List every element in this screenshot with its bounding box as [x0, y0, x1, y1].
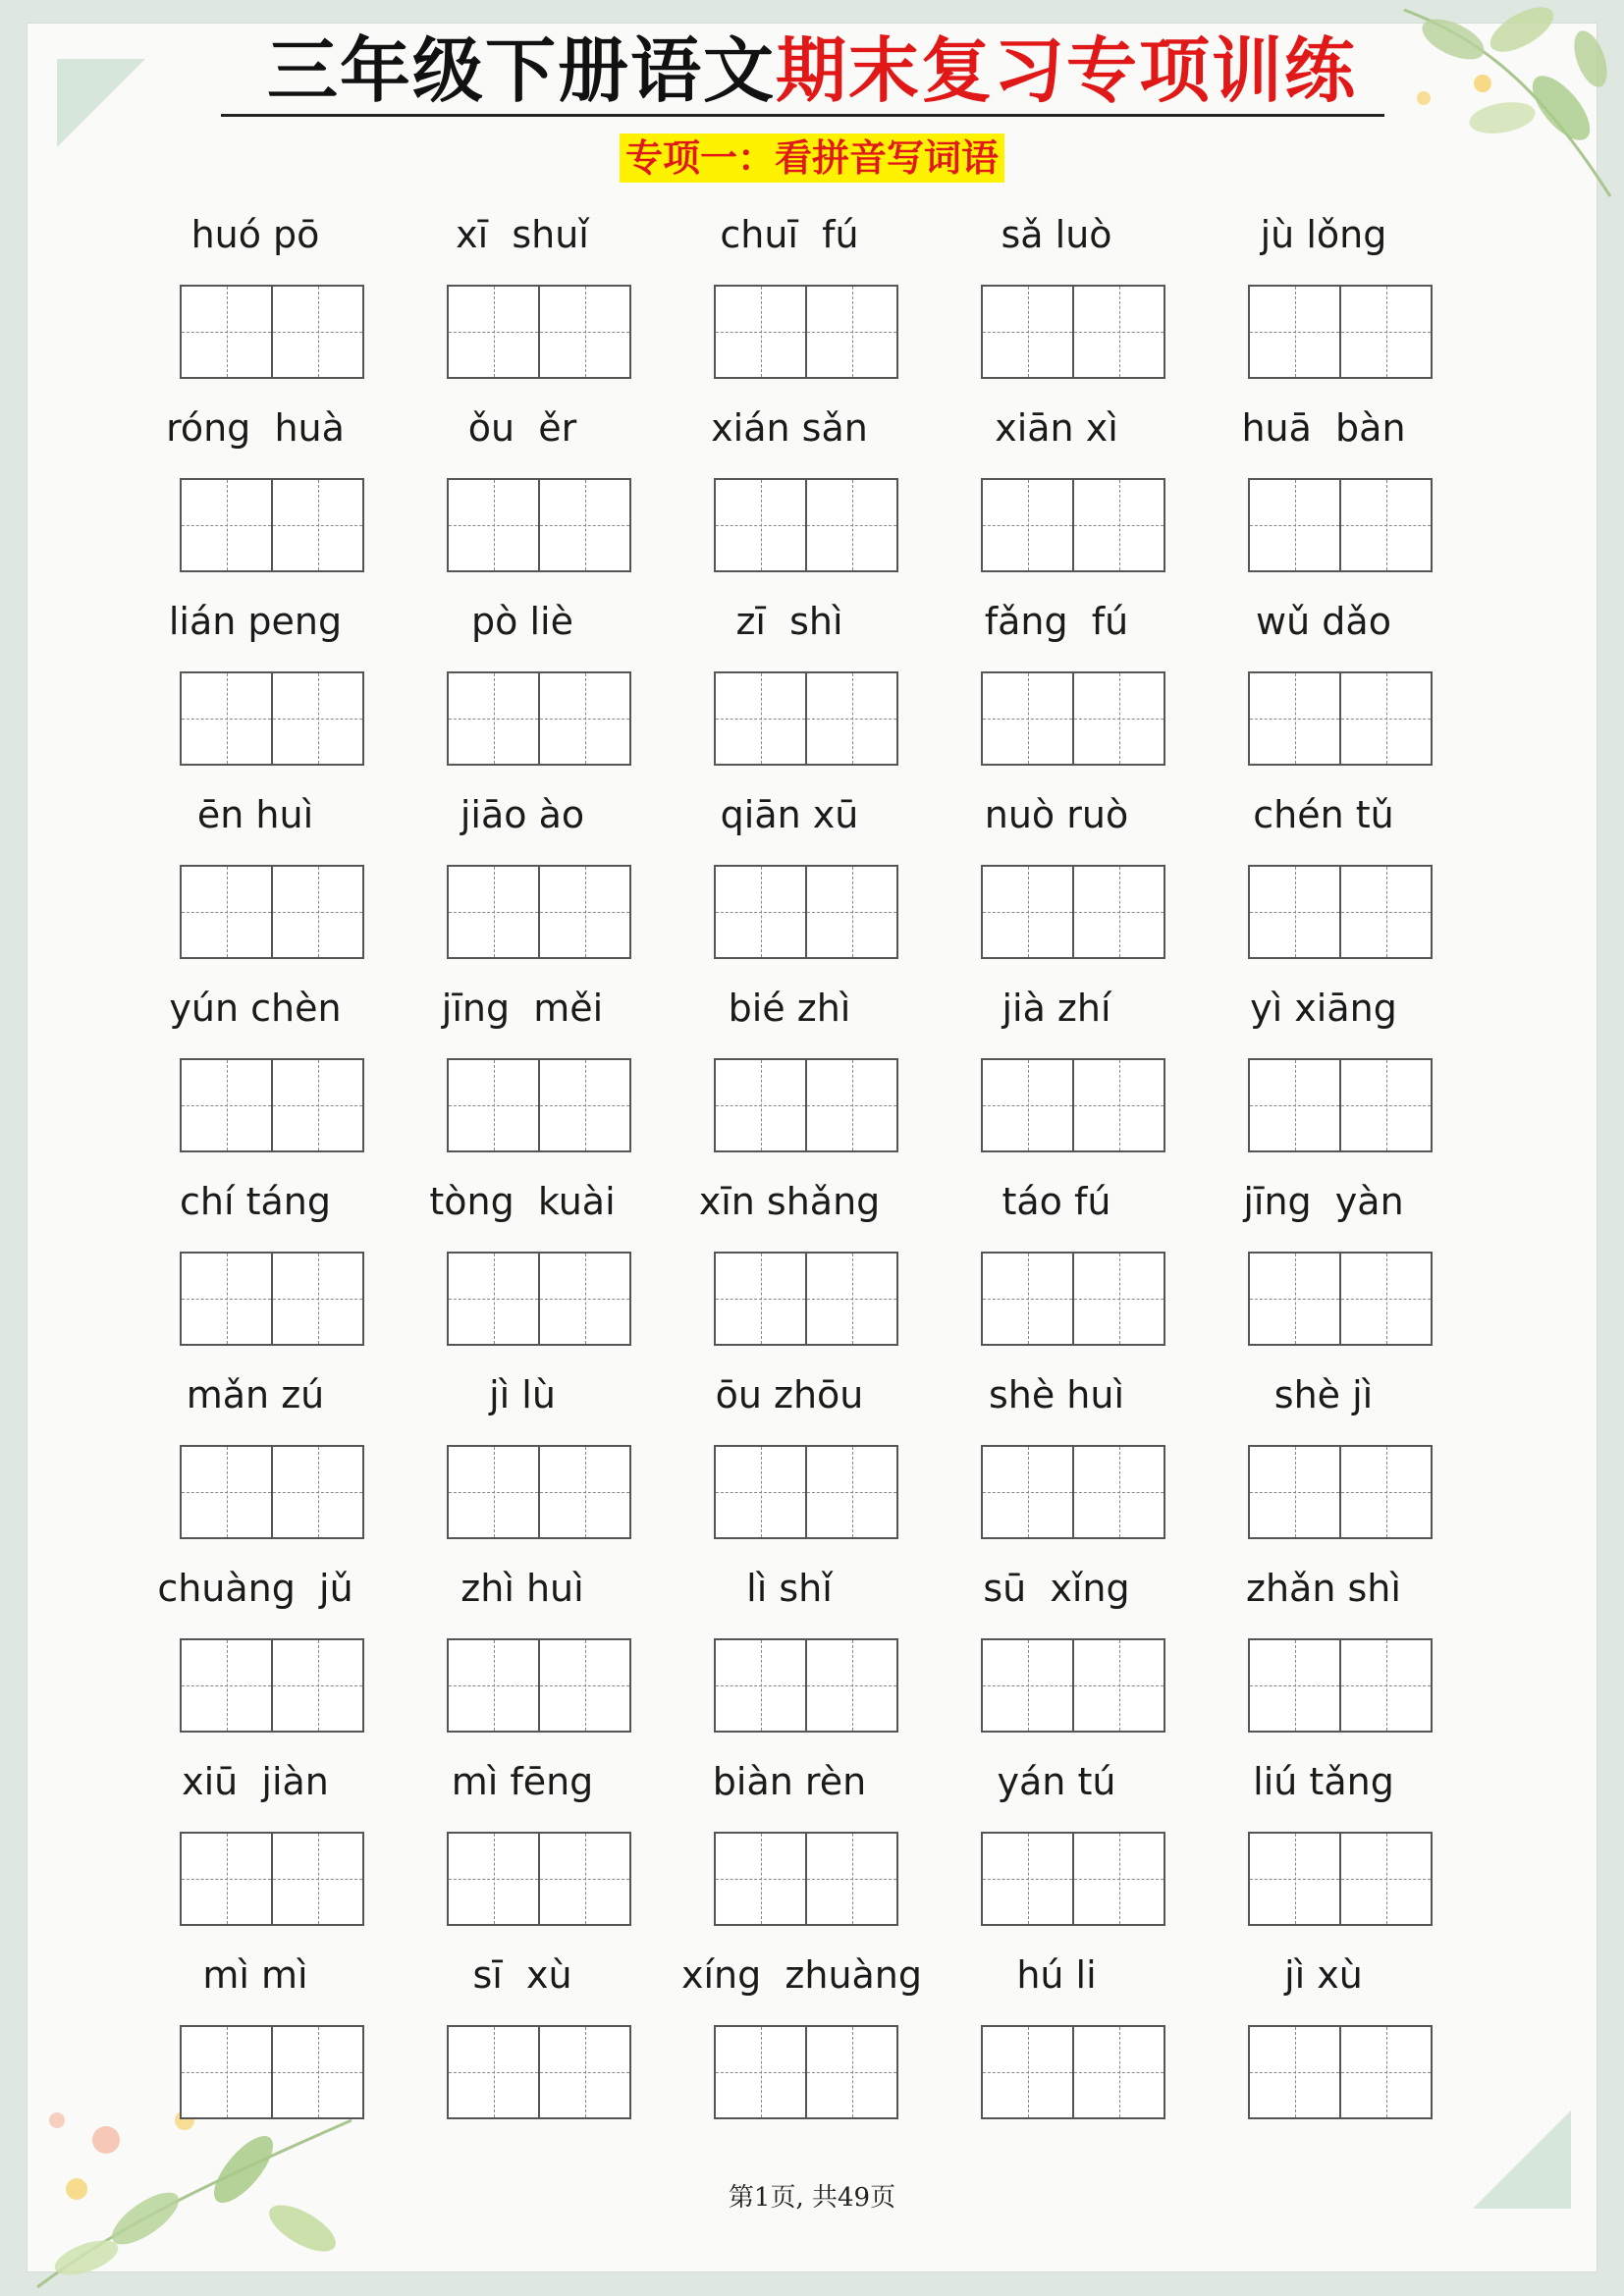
- character-writing-box[interactable]: [271, 2027, 362, 2117]
- exercise-item: [1216, 593, 1483, 786]
- character-writing-box[interactable]: [983, 867, 1072, 957]
- pinyin-prompt: jì lù: [489, 1373, 556, 1416]
- character-writing-box[interactable]: [1072, 1254, 1164, 1344]
- exercise-item: [414, 1753, 681, 1947]
- pinyin-prompt: hú li: [1016, 1953, 1097, 1997]
- character-writing-box[interactable]: [805, 1447, 896, 1537]
- exercise-item: [948, 1947, 1216, 2140]
- exercise-item: [1216, 1173, 1483, 1366]
- pinyin-prompt: xī shuǐ: [456, 213, 589, 256]
- writing-boxes: [1248, 865, 1433, 959]
- exercise-item: [948, 980, 1216, 1173]
- exercise-item: [147, 980, 414, 1173]
- title-area: [0, 27, 1624, 114]
- character-writing-box[interactable]: [449, 287, 538, 377]
- character-writing-box[interactable]: [449, 1447, 538, 1537]
- exercise-item: [681, 1947, 948, 2140]
- character-writing-box[interactable]: [271, 673, 362, 764]
- character-writing-box[interactable]: [1339, 287, 1431, 377]
- exercise-item: [948, 1753, 1216, 1947]
- character-writing-box[interactable]: [716, 1834, 805, 1924]
- writing-boxes: [447, 478, 631, 572]
- exercise-item: [1216, 786, 1483, 980]
- pinyin-prompt: chén tǔ: [1253, 793, 1394, 836]
- pinyin-prompt: wǔ dǎo: [1256, 600, 1391, 643]
- exercise-item: [414, 206, 681, 400]
- character-writing-box[interactable]: [538, 480, 629, 570]
- pinyin-prompt: fǎng fú: [984, 600, 1129, 643]
- writing-boxes: [447, 1252, 631, 1346]
- pinyin-prompt: jīng měi: [441, 987, 604, 1030]
- exercise-item: [681, 1173, 948, 1366]
- writing-boxes: [1248, 1252, 1433, 1346]
- pinyin-prompt: yán tú: [997, 1760, 1116, 1803]
- character-writing-box[interactable]: [1250, 1834, 1339, 1924]
- pinyin-prompt: ōu zhōu: [715, 1373, 864, 1416]
- exercise-item: [147, 1173, 414, 1366]
- writing-boxes: [981, 285, 1165, 379]
- character-writing-box[interactable]: [716, 480, 805, 570]
- character-writing-box[interactable]: [1250, 480, 1339, 570]
- pinyin-prompt: yì xiāng: [1250, 987, 1397, 1030]
- writing-boxes: [447, 1832, 631, 1926]
- exercise-item: [147, 206, 414, 400]
- writing-boxes: [180, 2025, 364, 2119]
- exercise-item: [414, 1366, 681, 1560]
- writing-boxes: [981, 671, 1165, 766]
- writing-boxes: [180, 1445, 364, 1539]
- exercise-item: [681, 786, 948, 980]
- character-writing-box[interactable]: [983, 1254, 1072, 1344]
- section-heading-area: [0, 133, 1624, 183]
- pinyin-prompt: biàn rèn: [712, 1760, 867, 1803]
- writing-boxes: [447, 1445, 631, 1539]
- exercise-item: [1216, 1366, 1483, 1560]
- character-writing-box[interactable]: [1339, 673, 1431, 764]
- character-writing-box[interactable]: [716, 673, 805, 764]
- exercise-item: [1216, 1947, 1483, 2140]
- pinyin-prompt: xiān xì: [995, 406, 1118, 450]
- writing-boxes: [714, 2025, 898, 2119]
- character-writing-box[interactable]: [805, 1834, 896, 1924]
- character-writing-box[interactable]: [1072, 2027, 1164, 2117]
- exercise-item: [681, 593, 948, 786]
- writing-boxes: [1248, 285, 1433, 379]
- character-writing-box[interactable]: [983, 1447, 1072, 1537]
- character-writing-box[interactable]: [805, 2027, 896, 2117]
- character-writing-box[interactable]: [1072, 673, 1164, 764]
- character-writing-box[interactable]: [716, 2027, 805, 2117]
- writing-boxes: [981, 1638, 1165, 1733]
- character-writing-box[interactable]: [538, 867, 629, 957]
- pinyin-prompt: qiān xū: [720, 793, 859, 836]
- character-writing-box[interactable]: [271, 1060, 362, 1150]
- exercise-item: [948, 1173, 1216, 1366]
- character-writing-box[interactable]: [983, 673, 1072, 764]
- character-writing-box[interactable]: [983, 1060, 1072, 1150]
- exercise-item: [948, 786, 1216, 980]
- exercise-grid: [147, 206, 1483, 2140]
- writing-boxes: [180, 1252, 364, 1346]
- writing-boxes: [180, 1058, 364, 1152]
- character-writing-box[interactable]: [182, 287, 271, 377]
- character-writing-box[interactable]: [449, 1834, 538, 1924]
- pinyin-prompt: jià zhí: [1001, 987, 1111, 1030]
- character-writing-box[interactable]: [1072, 867, 1164, 957]
- exercise-item: [681, 206, 948, 400]
- exercise-item: [414, 1173, 681, 1366]
- writing-boxes: [714, 1638, 898, 1733]
- character-writing-box[interactable]: [538, 2027, 629, 2117]
- character-writing-box[interactable]: [538, 673, 629, 764]
- character-writing-box[interactable]: [182, 2027, 271, 2117]
- character-writing-box[interactable]: [271, 1640, 362, 1731]
- writing-boxes: [447, 671, 631, 766]
- character-writing-box[interactable]: [1250, 1060, 1339, 1150]
- exercise-item: [147, 1366, 414, 1560]
- exercise-item: [414, 400, 681, 593]
- writing-boxes: [447, 865, 631, 959]
- character-writing-box[interactable]: [182, 1834, 271, 1924]
- exercise-item: [681, 400, 948, 593]
- pinyin-prompt: xíng zhuàng: [681, 1953, 923, 1997]
- writing-boxes: [1248, 1445, 1433, 1539]
- exercise-item: [414, 786, 681, 980]
- exercise-item: [147, 1947, 414, 2140]
- character-writing-box[interactable]: [1250, 867, 1339, 957]
- writing-boxes: [447, 285, 631, 379]
- character-writing-box[interactable]: [449, 480, 538, 570]
- writing-boxes: [180, 1832, 364, 1926]
- character-writing-box[interactable]: [449, 867, 538, 957]
- character-writing-box[interactable]: [271, 1447, 362, 1537]
- writing-boxes: [1248, 2025, 1433, 2119]
- pinyin-prompt: sī xù: [472, 1953, 572, 1997]
- title-red-part: 期末复习专项训练: [776, 28, 1358, 112]
- exercise-item: [1216, 1753, 1483, 1947]
- pinyin-prompt: xiū jiàn: [182, 1760, 329, 1803]
- writing-boxes: [447, 1058, 631, 1152]
- writing-boxes: [714, 1252, 898, 1346]
- character-writing-box[interactable]: [538, 1640, 629, 1731]
- writing-boxes: [1248, 1638, 1433, 1733]
- exercise-item: [681, 980, 948, 1173]
- character-writing-box[interactable]: [805, 867, 896, 957]
- pinyin-prompt: sǎ luò: [1001, 213, 1112, 256]
- character-writing-box[interactable]: [1339, 1060, 1431, 1150]
- pinyin-prompt: chuàng jǔ: [157, 1567, 353, 1610]
- exercise-item: [948, 593, 1216, 786]
- writing-boxes: [714, 865, 898, 959]
- writing-boxes: [1248, 478, 1433, 572]
- pinyin-prompt: ēn huì: [196, 793, 314, 836]
- pinyin-prompt: liú tǎng: [1253, 1760, 1394, 1803]
- character-writing-box[interactable]: [1250, 1447, 1339, 1537]
- character-writing-box[interactable]: [449, 1060, 538, 1150]
- character-writing-box[interactable]: [271, 287, 362, 377]
- pinyin-prompt: bié zhì: [728, 987, 851, 1030]
- character-writing-box[interactable]: [983, 1834, 1072, 1924]
- pinyin-prompt: jù lǒng: [1260, 213, 1387, 256]
- character-writing-box[interactable]: [271, 867, 362, 957]
- pinyin-prompt: huó pō: [190, 213, 320, 256]
- pinyin-prompt: mǎn zú: [186, 1373, 325, 1416]
- pinyin-prompt: xián sǎn: [711, 406, 868, 450]
- pinyin-prompt: huā bàn: [1241, 406, 1406, 450]
- writing-boxes: [981, 1252, 1165, 1346]
- exercise-item: [414, 980, 681, 1173]
- character-writing-box[interactable]: [1072, 287, 1164, 377]
- character-writing-box[interactable]: [716, 1640, 805, 1731]
- writing-boxes: [714, 671, 898, 766]
- exercise-item: [681, 1560, 948, 1753]
- character-writing-box[interactable]: [182, 1254, 271, 1344]
- exercise-item: [681, 1366, 948, 1560]
- page-title: [0, 27, 1624, 114]
- exercise-item: [948, 1366, 1216, 1560]
- writing-boxes: [180, 478, 364, 572]
- pinyin-prompt: ǒu ěr: [467, 406, 577, 450]
- character-writing-box[interactable]: [271, 480, 362, 570]
- writing-boxes: [180, 671, 364, 766]
- character-writing-box[interactable]: [1250, 1254, 1339, 1344]
- pinyin-prompt: yún chèn: [169, 987, 342, 1030]
- character-writing-box[interactable]: [182, 1447, 271, 1537]
- character-writing-box[interactable]: [182, 673, 271, 764]
- exercise-item: [147, 1560, 414, 1753]
- writing-boxes: [1248, 1832, 1433, 1926]
- character-writing-box[interactable]: [1250, 2027, 1339, 2117]
- pinyin-prompt: nuò ruò: [984, 793, 1129, 836]
- exercise-item: [1216, 206, 1483, 400]
- character-writing-box[interactable]: [716, 1060, 805, 1150]
- page-footer: 第1页, 共49页: [728, 2183, 896, 2213]
- exercise-item: [948, 400, 1216, 593]
- character-writing-box[interactable]: [716, 1447, 805, 1537]
- pinyin-prompt: jīng yàn: [1243, 1180, 1404, 1223]
- exercise-item: [147, 593, 414, 786]
- character-writing-box[interactable]: [805, 287, 896, 377]
- exercise-item: [681, 1753, 948, 1947]
- exercise-item: [414, 593, 681, 786]
- writing-boxes: [447, 1638, 631, 1733]
- pinyin-prompt: jiāo ào: [460, 793, 585, 836]
- character-writing-box[interactable]: [805, 480, 896, 570]
- title-black-part: 三年级下册语文: [266, 28, 776, 112]
- pinyin-prompt: lián peng: [168, 600, 343, 643]
- writing-boxes: [180, 865, 364, 959]
- writing-boxes: [714, 285, 898, 379]
- writing-boxes: [981, 1445, 1165, 1539]
- title-underline: [221, 114, 1384, 117]
- pinyin-prompt: shè huì: [988, 1373, 1125, 1416]
- character-writing-box[interactable]: [1339, 1834, 1431, 1924]
- character-writing-box[interactable]: [1339, 1254, 1431, 1344]
- pinyin-prompt: chí táng: [179, 1180, 331, 1223]
- character-writing-box[interactable]: [182, 480, 271, 570]
- pinyin-prompt: lì shǐ: [746, 1567, 833, 1610]
- pinyin-prompt: mì fēng: [451, 1760, 594, 1803]
- pinyin-prompt: pò liè: [471, 600, 573, 643]
- character-writing-box[interactable]: [1072, 1834, 1164, 1924]
- pinyin-prompt: táo fú: [1001, 1180, 1111, 1223]
- character-writing-box[interactable]: [449, 2027, 538, 2117]
- writing-boxes: [981, 2025, 1165, 2119]
- character-writing-box[interactable]: [983, 480, 1072, 570]
- pinyin-prompt: zhǎn shì: [1246, 1567, 1401, 1610]
- character-writing-box[interactable]: [1072, 1640, 1164, 1731]
- writing-boxes: [1248, 671, 1433, 766]
- exercise-item: [1216, 400, 1483, 593]
- pinyin-prompt: xīn shǎng: [698, 1180, 881, 1223]
- character-writing-box[interactable]: [805, 673, 896, 764]
- character-writing-box[interactable]: [805, 1060, 896, 1150]
- exercise-item: [414, 1947, 681, 2140]
- character-writing-box[interactable]: [538, 1060, 629, 1150]
- character-writing-box[interactable]: [983, 1640, 1072, 1731]
- character-writing-box[interactable]: [1072, 1060, 1164, 1150]
- character-writing-box[interactable]: [1250, 1640, 1339, 1731]
- character-writing-box[interactable]: [983, 287, 1072, 377]
- pinyin-prompt: shè jì: [1273, 1373, 1374, 1416]
- character-writing-box[interactable]: [1072, 480, 1164, 570]
- character-writing-box[interactable]: [1339, 480, 1431, 570]
- character-writing-box[interactable]: [1339, 2027, 1431, 2117]
- pinyin-prompt: mì mì: [202, 1953, 308, 1997]
- character-writing-box[interactable]: [1072, 1447, 1164, 1537]
- character-writing-box[interactable]: [1339, 1640, 1431, 1731]
- character-writing-box[interactable]: [538, 1447, 629, 1537]
- section-label: 专项一：看拼音写词语: [620, 133, 1004, 183]
- writing-boxes: [714, 478, 898, 572]
- character-writing-box[interactable]: [449, 673, 538, 764]
- pinyin-prompt: zī shì: [735, 600, 843, 643]
- character-writing-box[interactable]: [538, 1254, 629, 1344]
- character-writing-box[interactable]: [716, 287, 805, 377]
- exercise-item: [147, 1753, 414, 1947]
- writing-boxes: [714, 1832, 898, 1926]
- writing-boxes: [981, 1058, 1165, 1152]
- writing-boxes: [714, 1058, 898, 1152]
- writing-boxes: [981, 1832, 1165, 1926]
- character-writing-box[interactable]: [805, 1640, 896, 1731]
- character-writing-box[interactable]: [805, 1254, 896, 1344]
- character-writing-box[interactable]: [1339, 1447, 1431, 1537]
- character-writing-box[interactable]: [716, 867, 805, 957]
- character-writing-box[interactable]: [271, 1254, 362, 1344]
- pinyin-prompt: jì xù: [1284, 1953, 1363, 1997]
- character-writing-box[interactable]: [182, 867, 271, 957]
- character-writing-box[interactable]: [1339, 867, 1431, 957]
- writing-boxes: [981, 478, 1165, 572]
- pinyin-prompt: zhì huì: [460, 1567, 584, 1610]
- character-writing-box[interactable]: [182, 1060, 271, 1150]
- character-writing-box[interactable]: [1250, 287, 1339, 377]
- writing-boxes: [1248, 1058, 1433, 1152]
- writing-boxes: [447, 2025, 631, 2119]
- character-writing-box[interactable]: [449, 1254, 538, 1344]
- writing-boxes: [981, 865, 1165, 959]
- character-writing-box[interactable]: [538, 287, 629, 377]
- character-writing-box[interactable]: [182, 1640, 271, 1731]
- exercise-item: [948, 206, 1216, 400]
- exercise-item: [948, 1560, 1216, 1753]
- writing-boxes: [180, 285, 364, 379]
- writing-boxes: [714, 1445, 898, 1539]
- exercise-item: [147, 400, 414, 593]
- pinyin-prompt: róng huà: [166, 406, 345, 450]
- exercise-item: [414, 1560, 681, 1753]
- pinyin-prompt: chuī fú: [720, 213, 859, 256]
- exercise-item: [1216, 1560, 1483, 1753]
- character-writing-box[interactable]: [983, 2027, 1072, 2117]
- character-writing-box[interactable]: [271, 1834, 362, 1924]
- pinyin-prompt: tòng kuài: [429, 1180, 616, 1223]
- character-writing-box[interactable]: [538, 1834, 629, 1924]
- character-writing-box[interactable]: [1250, 673, 1339, 764]
- character-writing-box[interactable]: [449, 1640, 538, 1731]
- exercise-item: [147, 786, 414, 980]
- character-writing-box[interactable]: [716, 1254, 805, 1344]
- writing-boxes: [180, 1638, 364, 1733]
- exercise-item: [1216, 980, 1483, 1173]
- pinyin-prompt: sū xǐng: [983, 1567, 1130, 1610]
